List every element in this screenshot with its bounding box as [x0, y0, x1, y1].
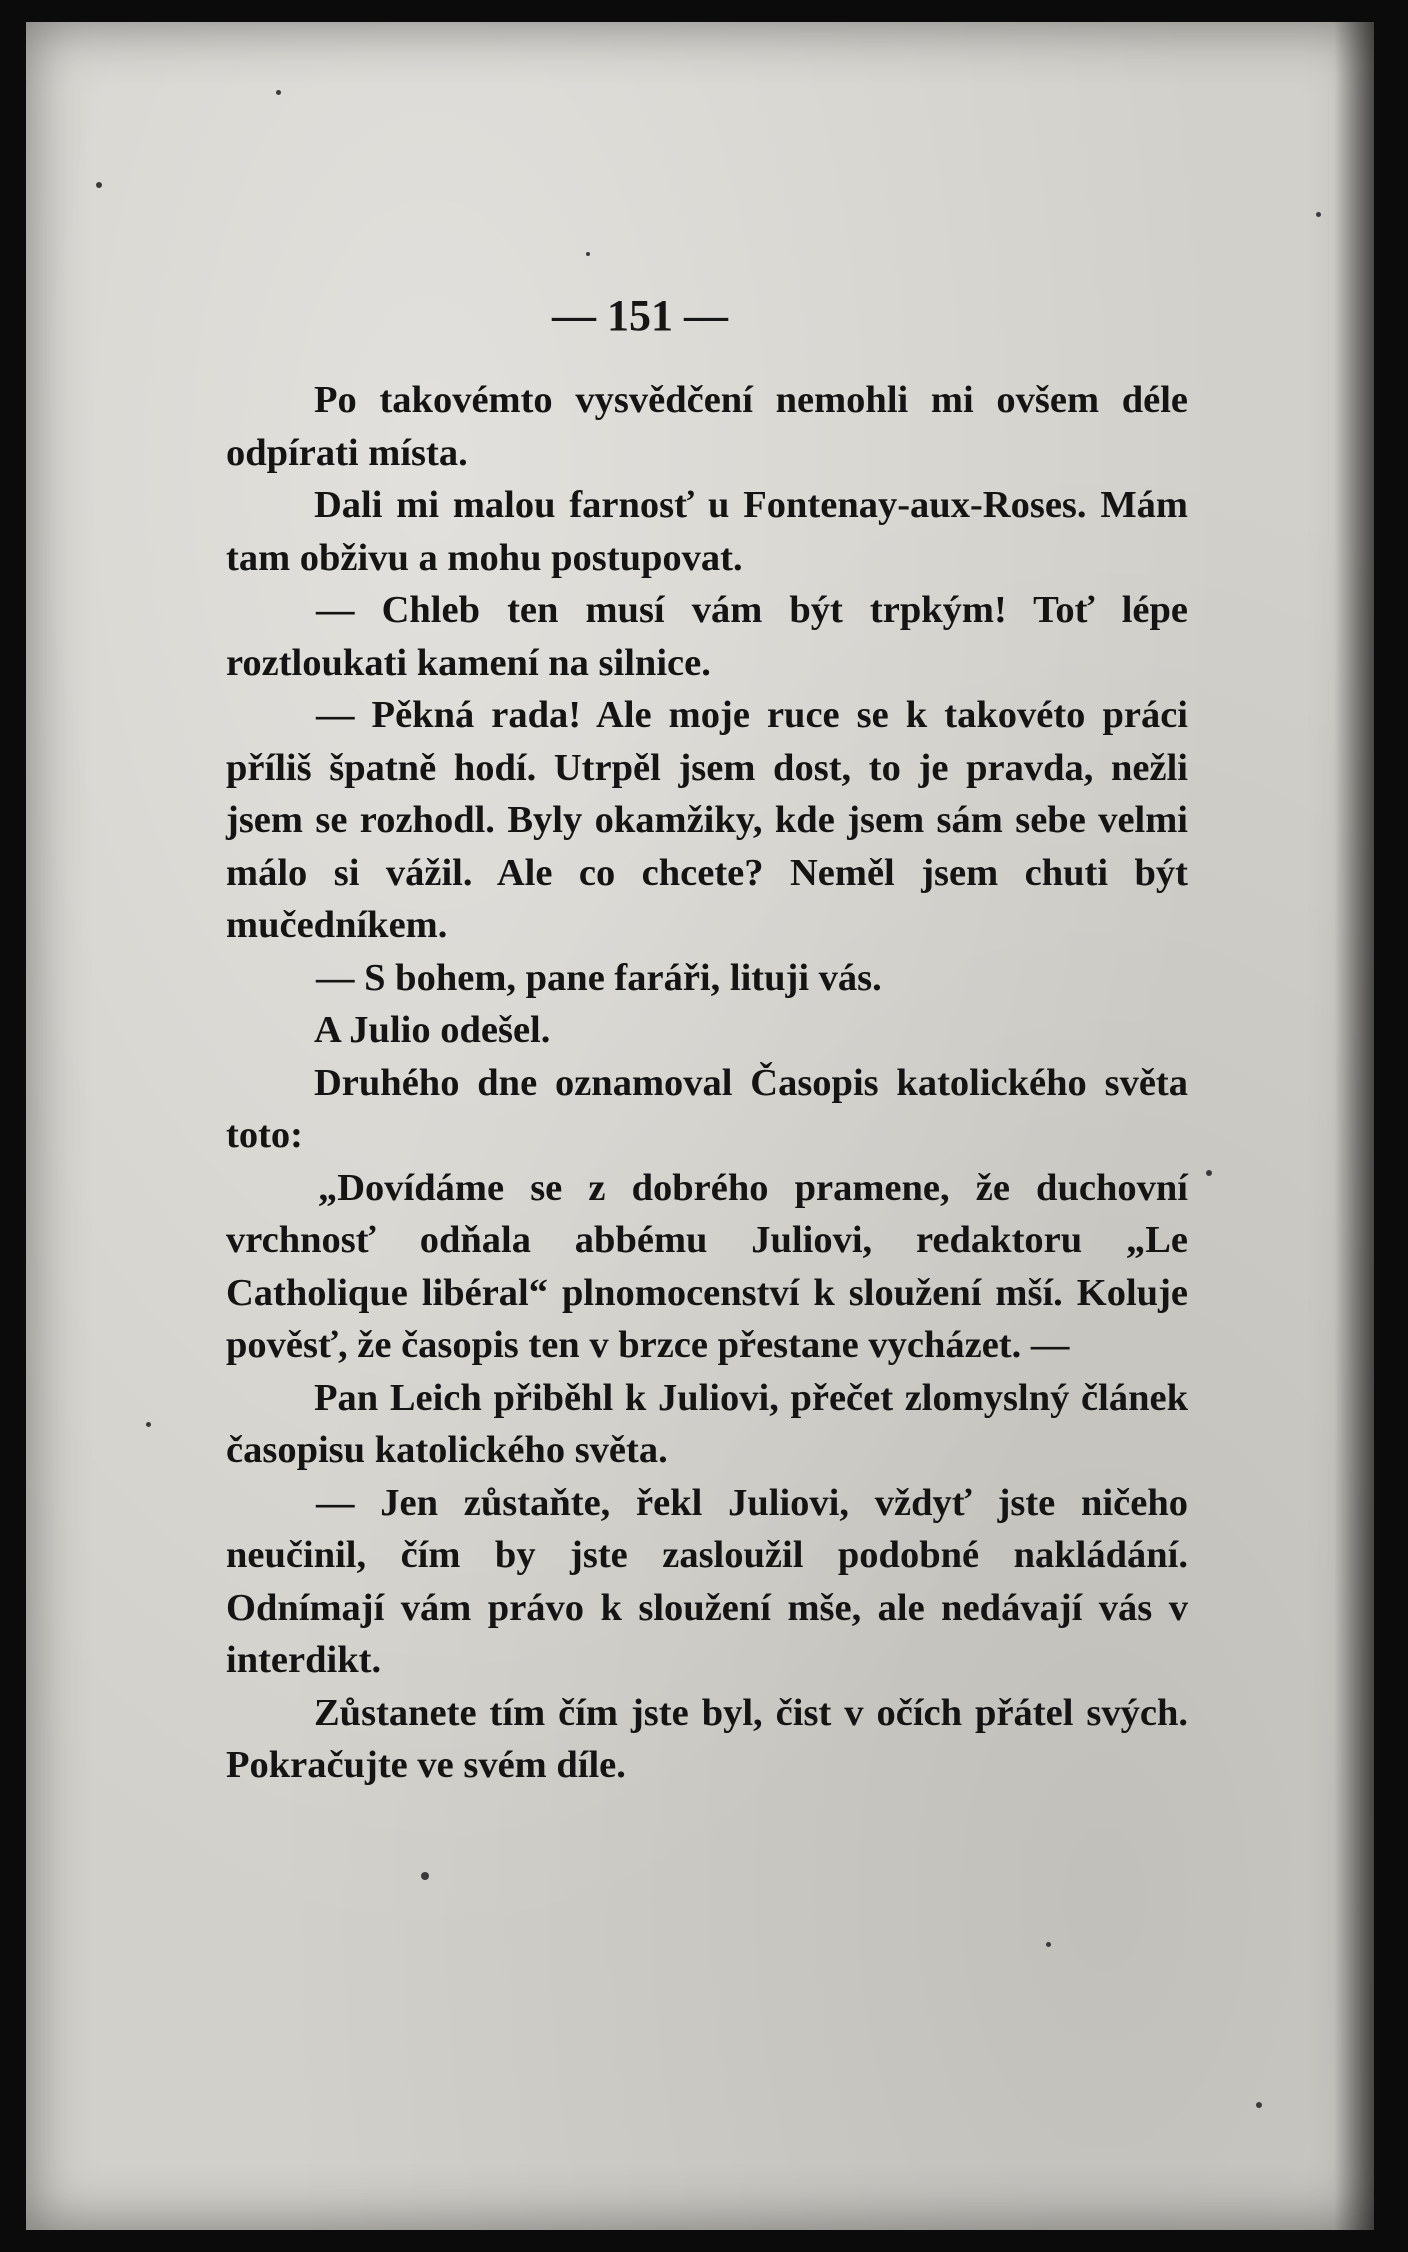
page-number: — 151 — — [552, 291, 728, 340]
scan-speck — [586, 252, 590, 256]
scan-speck — [1256, 2102, 1262, 2108]
paragraph: Druhého dne oznamoval Časopis katolického světa toto: — [226, 1061, 1188, 1156]
dialogue-line: — S bohem, pane faráři, lituji vás. — [316, 956, 882, 999]
book-page — [26, 22, 1374, 2230]
scan-speck — [1316, 212, 1321, 217]
scan-speck — [1046, 1942, 1051, 1947]
dialogue-line: — Jen zůstaňte, řekl Juliovi, vždyť jste ničeho neučinil, čím by jste zasloužil podobné nakládání. Odnímají vám právo k sloužení mše, ale nedávají vás v interdikt. — [226, 1481, 1188, 1681]
paragraph: Po takovémto vysvědčení nemohli mi ovšem déle odpírati místa. — [226, 379, 1188, 474]
paragraph: Dali mi malou farnosť u Fontenay-aux-Roses. Mám tam obživu a mohu postupovat. — [226, 484, 1188, 579]
scan-speck — [276, 90, 281, 95]
scan-speck — [1206, 1170, 1212, 1176]
paragraph: Pan Leich přiběhl k Juliovi, přečet zlomyslný článek časopisu katolického světa. — [226, 1376, 1188, 1471]
page-edge-shadow — [1334, 22, 1374, 2230]
scan-speck — [421, 1872, 429, 1880]
scan-speck — [96, 182, 102, 188]
body-text — [226, 374, 1188, 1792]
quoted-notice: „Dovídáme se z dobrého pramene, že duchovní vrchnosť odňala abbému Juliovi, redaktoru „Le Catholique libéral“ plnomocenství k sloužení mší. Koluje pověsť, že časopis ten v brzce přestane vycházet. — — [226, 1166, 1188, 1366]
scan-speck — [146, 1422, 151, 1427]
dialogue-line: — Chleb ten musí vám být trpkým! Toť lépe roztloukati kamení na silnice. — [226, 589, 1188, 684]
paragraph: A Julio odešel. — [314, 1009, 551, 1051]
paragraph: Zůstanete tím čím jste byl, čist v očích přátel svých. Pokračujte ve svém díle. — [226, 1691, 1188, 1786]
dialogue-line: — Pěkná rada! Ale moje ruce se k takovéto práci příliš špatně hodí. Utrpěl jsem dost, to je pravda, nežli jsem se rozhodl. Byly okamžiky, kde jsem sám sebe velmi málo si vážil. Ale co chcete? Neměl jsem chuti být mučedníkem. — [226, 694, 1188, 946]
